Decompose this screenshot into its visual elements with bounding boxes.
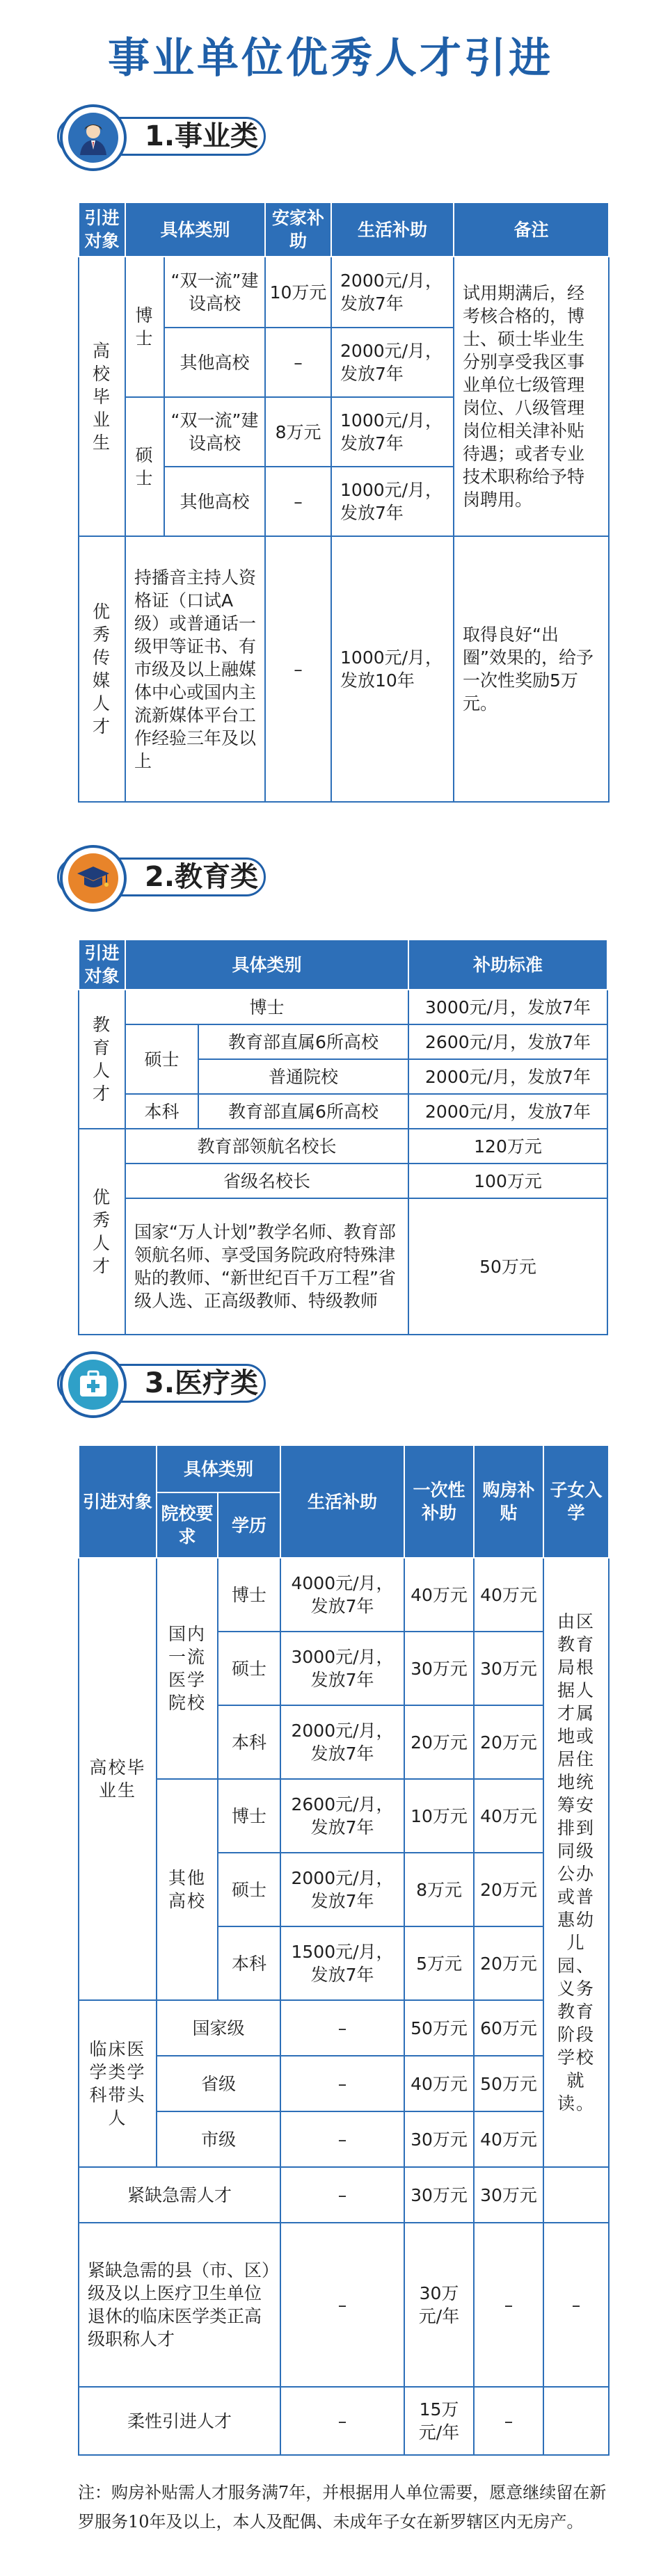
goufang-value: 30万元 [474, 1632, 543, 1705]
yicixing-value: 30万元/年 [404, 2223, 474, 2387]
group-jiaoyu-rencai: 教育人才 [79, 990, 125, 1129]
level-shengji: 省级 [157, 2056, 280, 2111]
category-mingxiaozhang: 教育部领航名校长 [125, 1129, 408, 1164]
standard-value: 2600元/月，发放7年 [408, 1024, 607, 1059]
category-shuangyiliu: “双一流”建设高校 [164, 397, 265, 467]
shenghuo-value: 1500元/月，发放7年 [280, 1926, 404, 2000]
standard-value: 100万元 [408, 1164, 607, 1198]
category-rouxing: 柔性引进人才 [79, 2387, 280, 2455]
section-header-3 [0, 1351, 661, 1414]
group-youxiu-rencai: 优秀人才 [79, 1129, 125, 1335]
degree: 博士 [218, 1558, 280, 1632]
category-putong: 普通院校 [198, 1059, 408, 1094]
category-qita: 其他高校 [164, 328, 265, 397]
header-shenghuo: 生活补助 [280, 1445, 404, 1558]
zinv-value: – [543, 2223, 609, 2387]
table-shiye [78, 202, 610, 803]
yicixing-value: 5万元 [404, 1926, 474, 2000]
anjia-value: – [265, 328, 331, 397]
meiti-desc: 持播音主持人资格证（口试A级）或普通话一级甲等证书、有市级及以上融媒体中心或国内主流新媒体平台工作经验三年及以上 [125, 536, 265, 802]
footnote: 注：购房补贴需人才服务满7年，并根据用人单位需要，愿意继续留在新罗服务10年及以上，本人及配偶、未成年子女在新罗辖区内无房产。 [78, 2483, 607, 2531]
shenghuo-value: 3000元/月，发放7年 [280, 1632, 404, 1705]
yicixing-value: 40万元 [404, 1558, 474, 1632]
degree: 硕士 [218, 1853, 280, 1926]
shenghuo-value: 1000元/月，发放7年 [331, 397, 454, 467]
graduation-cap-icon [60, 845, 127, 912]
yicixing-value: 8万元 [404, 1853, 474, 1926]
yicixing-value: 20万元 [404, 1705, 474, 1779]
standard-value: 2000元/月，发放7年 [408, 1059, 607, 1094]
meiti-note: 取得良好“出圈”效果的，给予一次性奖励5万元。 [454, 536, 609, 802]
yicixing-value: 30万元 [404, 2111, 474, 2167]
header-anjia: 安家补助 [265, 202, 331, 257]
shenghuo-value: – [280, 2223, 404, 2387]
degree: 本科 [218, 1705, 280, 1779]
goufang-value: 20万元 [474, 1853, 543, 1926]
header-yuanxiao: 院校要求 [157, 1492, 218, 1558]
degree-shuoshi: 硕士 [125, 1024, 198, 1094]
goufang-value: 50万元 [474, 2056, 543, 2111]
shenghuo-value: – [280, 2111, 404, 2167]
meiti-anjia: – [265, 536, 331, 802]
category-zhishu: 教育部直属6所高校 [198, 1094, 408, 1129]
goufang-value: 40万元 [474, 1779, 543, 1853]
medical-cross-icon [60, 1351, 127, 1418]
header-yicixing: 一次性补助 [404, 1445, 474, 1558]
person-icon [60, 104, 127, 171]
anjia-value: 10万元 [265, 257, 331, 328]
yicixing-value: 10万元 [404, 1779, 474, 1853]
goufang-value: 20万元 [474, 1926, 543, 2000]
group-meiti: 优秀传媒人才 [79, 536, 125, 802]
shenghuo-value: 2000元/月，发放7年 [280, 1705, 404, 1779]
degree-shuoshi: 硕士 [125, 397, 164, 536]
shenghuo-value: – [280, 2000, 404, 2056]
group-gaoxiao: 高校毕业生 [79, 257, 125, 536]
shenghuo-value: 2600元/月，发放7年 [280, 1779, 404, 1853]
goufang-value: 20万元 [474, 1705, 543, 1779]
section-label: 1.事业类 [145, 120, 259, 152]
category-jinque: 紧缺急需人才 [79, 2167, 280, 2223]
group-linchuang: 临床医学类学科带头人 [79, 2000, 157, 2167]
category-shengji: 省级名校长 [125, 1164, 408, 1198]
goufang-value: 60万元 [474, 2000, 543, 2056]
shenghuo-value: – [280, 2387, 404, 2455]
shenghuo-value: 2000元/月，发放7年 [331, 257, 454, 328]
page-title: 事业单位优秀人才引进 [108, 34, 553, 83]
category-boshi: 博士 [125, 990, 408, 1024]
category-zhishu: 教育部直属6所高校 [198, 1024, 408, 1059]
school-qita: 其他高校 [157, 1779, 218, 2000]
degree: 博士 [218, 1779, 280, 1853]
goufang-value: 40万元 [474, 2111, 543, 2167]
header-leibie: 具体类别 [125, 202, 265, 257]
anjia-value: – [265, 467, 331, 536]
school-guonei: 国内一流医学院校 [157, 1558, 218, 1779]
header-biaozhun: 补助标准 [408, 940, 607, 990]
group-gaoxiao: 高校毕业生 [79, 1558, 157, 2000]
meiti-shenghuo: 1000元/月，发放10年 [331, 536, 454, 802]
header-leibie: 具体类别 [125, 940, 408, 990]
level-shiji: 市级 [157, 2111, 280, 2167]
goufang-value: – [474, 2223, 543, 2387]
note-gaoxiao: 试用期满后，经考核合格的，博士、硕士毕业生分别享受我区事业单位七级管理岗位、八级管理岗位相关津补贴待遇；或者专业技术职称给予特岗聘用。 [454, 257, 609, 536]
yicixing-value: 15万元/年 [404, 2387, 474, 2455]
yicixing-value: 50万元 [404, 2000, 474, 2056]
degree-boshi: 博士 [125, 257, 164, 397]
degree: 本科 [218, 1926, 280, 2000]
section-header-2 [0, 845, 661, 908]
header-beizhu: 备注 [454, 202, 609, 257]
header-duixiang: 引进对象 [79, 202, 125, 257]
header-zinv: 子女入学 [543, 1445, 609, 1558]
category-guojia: 国家“万人计划”教学名师、教育部领航名师、享受国务院政府特殊津贴的教师、“新世纪百千万工程”省级人选、正高级教师、特级教师 [125, 1198, 408, 1335]
header-goufang: 购房补贴 [474, 1445, 543, 1558]
header-xueli: 学历 [218, 1492, 280, 1558]
header-duixiang: 引进对象 [79, 940, 125, 990]
level-guojia: 国家级 [157, 2000, 280, 2056]
category-shuangyiliu: “双一流”建设高校 [164, 257, 265, 328]
goufang-value: 40万元 [474, 1558, 543, 1632]
shenghuo-value: 4000元/月，发放7年 [280, 1558, 404, 1632]
shenghuo-value: 2000元/月，发放7年 [331, 328, 454, 397]
zinv-note: 由区教育局根据人才属地或居住地统筹安排到同级公办或普惠幼儿园、义务教育阶段学校就读。 [543, 1558, 609, 2167]
section-label: 3.医疗类 [145, 1367, 259, 1399]
yicixing-value: 30万元 [404, 2167, 474, 2223]
yicixing-value: 30万元 [404, 1632, 474, 1705]
standard-value: 3000元/月，发放7年 [408, 990, 607, 1024]
zinv-empty [543, 2167, 609, 2223]
anjia-value: 8万元 [265, 397, 331, 467]
header-duixiang: 引进对象 [79, 1445, 157, 1558]
header-shenghuo: 生活补助 [331, 202, 454, 257]
shenghuo-value: 2000元/月，发放7年 [280, 1853, 404, 1926]
shenghuo-value: 1000元/月，发放7年 [331, 467, 454, 536]
shenghuo-value: – [280, 2056, 404, 2111]
header-leibie: 具体类别 [157, 1445, 280, 1492]
table-yiliao [78, 1444, 610, 2456]
degree-benke: 本科 [125, 1094, 198, 1129]
category-tuixiu: 紧缺急需的县（市、区）级及以上医疗卫生单位退休的临床医学类正高级职称人才 [79, 2223, 280, 2387]
goufang-value: 30万元 [474, 2167, 543, 2223]
degree: 硕士 [218, 1632, 280, 1705]
standard-value: 2000元/月，发放7年 [408, 1094, 607, 1129]
section-header-1 [0, 104, 661, 167]
category-qita: 其他高校 [164, 467, 265, 536]
table-jiaoyu [78, 939, 608, 1335]
yicixing-value: 40万元 [404, 2056, 474, 2111]
standard-value: 120万元 [408, 1129, 607, 1164]
section-label: 2.教育类 [145, 861, 259, 893]
goufang-value: – [474, 2387, 543, 2455]
zinv-empty [543, 2387, 609, 2455]
standard-value: 50万元 [408, 1198, 607, 1335]
shenghuo-value: – [280, 2167, 404, 2223]
